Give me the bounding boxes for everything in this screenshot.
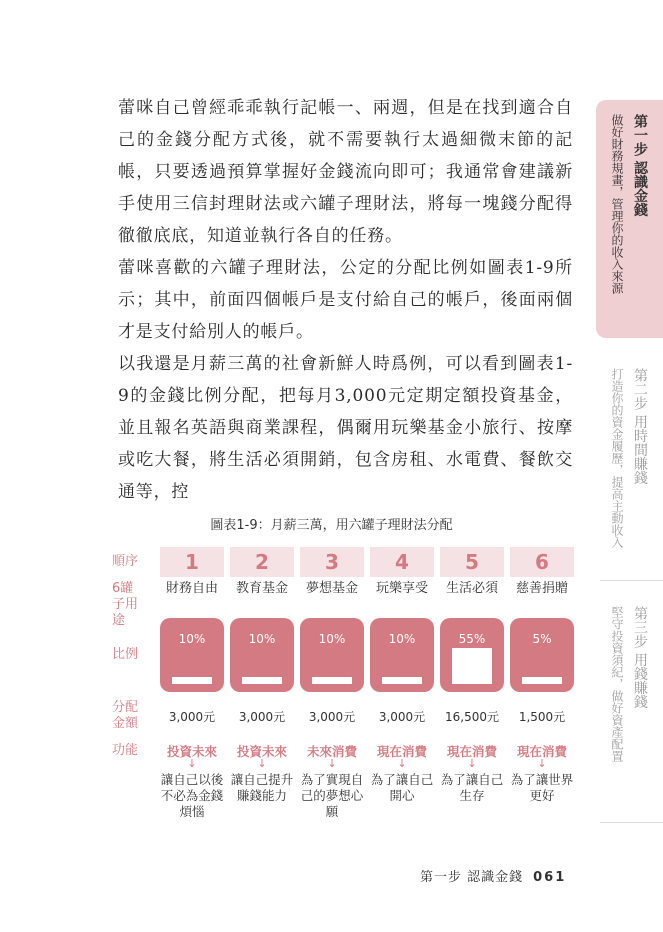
jar-percent: 5% [532, 632, 552, 646]
jar-usage: 財務自由 [165, 581, 218, 596]
body-paragraph-3: 以我還是月薪三萬的社會新鮮人時爲例，可以看到圖表1-9的金錢比例分配，把每月3,000元定期定額投資基金，並且報名英語與商業課程，偶爾用玩樂基金小旅行、按摩或吃大餐，將生活必須開銷，包含房租、水電費、餐飲交通等，控 [118, 354, 573, 502]
jar-percent: 55% [458, 632, 486, 646]
side-tab-step1-subtitle: 做好財務規畫，管理你的收入來源 [610, 114, 624, 294]
down-arrow-icon: ↓ [537, 757, 547, 770]
side-tab-step1-title: 第一步 認識金錢 [632, 114, 648, 217]
jar-usage: 教育基金 [235, 581, 288, 596]
jar-usage: 生活必須 [445, 581, 498, 596]
jar-number: 4 [370, 547, 434, 577]
jar-percent: 10% [248, 632, 276, 646]
down-arrow-icon: ↓ [187, 757, 197, 770]
row-label-order: 順序 [112, 554, 139, 569]
side-tab-step3-title: 第三步 用錢賺錢 [632, 606, 648, 709]
jar-icon [370, 618, 434, 692]
jar-function: 現在消費 [446, 744, 497, 759]
jar-icon [230, 618, 294, 692]
side-tab-step3-subtitle: 堅守投資須紀，做好資產配置 [610, 606, 624, 762]
figure-title: 圖表1-9：月薪三萬，用六罐子理財法分配 [210, 518, 453, 533]
jar-number: 1 [160, 547, 224, 577]
side-tab-step2-subtitle: 打造你的資金履歷，提高主動收入 [610, 368, 624, 548]
jar-fill-level [172, 677, 212, 684]
jar-amount: 1,500元 [518, 710, 566, 724]
jar-icon [510, 618, 574, 692]
side-tab-divider [600, 580, 663, 581]
side-tab-divider [600, 822, 663, 823]
row-label-function: 功能 [112, 743, 139, 758]
jar-function: 現在消費 [516, 744, 567, 759]
down-arrow-icon: ↓ [467, 757, 477, 770]
jar-percent: 10% [388, 632, 416, 646]
jar-function: 投資未來 [166, 744, 217, 759]
jar-fill-level [452, 648, 492, 684]
down-arrow-icon: ↓ [257, 757, 267, 770]
jar-usage: 夢想基金 [305, 581, 358, 596]
jar-percent: 10% [318, 632, 346, 646]
jar-number: 3 [300, 547, 364, 577]
jar-fill-level [242, 677, 282, 684]
row-label-ratio: 比例 [112, 647, 139, 662]
jar-description: 為了讓世界更好 [510, 772, 574, 803]
jar-usage: 玩樂享受 [375, 581, 428, 596]
row-label-usage: 6罐子用途 [112, 581, 139, 628]
jar-icon [300, 618, 364, 692]
body-paragraph-1: 蕾咪自己曾經乖乖執行記帳一、兩週，但是在找到適合自己的金錢分配方式後，就不需要執行太過細微末節的記帳，只要透過預算掌握好金錢流向即可；我通常會建議新手使用三信封理財法或六罐子理財法，將每一塊錢分配得徹徹底底，知道並執行各自的任務。 [118, 98, 573, 246]
page-footer [420, 866, 566, 885]
page-number: 061 [533, 870, 567, 885]
jar-usage: 慈善捐贈 [515, 581, 568, 596]
jar-function: 投資未來 [236, 744, 287, 759]
footer-chapter: 第一步 認識金錢 [420, 870, 524, 885]
jar-amount: 3,000元 [238, 710, 286, 724]
jar-number: 6 [510, 547, 574, 577]
side-tab-step1[interactable] [596, 100, 663, 338]
jar-icon [440, 618, 504, 692]
side-tab-step2-title: 第二步 用時間賺錢 [632, 368, 648, 485]
jar-description: 為了讓自己生存 [440, 772, 504, 803]
body-paragraph-2: 蕾咪喜歡的六罐子理財法，公定的分配比例如圖表1-9所示；其中，前面四個帳戶是支付給自己的帳戶，後面兩個才是支付給別人的帳戶。 [118, 258, 573, 342]
jar-icon [160, 618, 224, 692]
jar-description: 為了實現自己的夢想心願 [300, 772, 364, 819]
jar-amount: 16,500元 [445, 710, 499, 724]
jar-description: 讓自己提升賺錢能力 [230, 772, 294, 803]
row-label-amount: 分配金額 [112, 700, 139, 731]
jar-fill-level [382, 677, 422, 684]
jar-fill-level [312, 677, 352, 684]
down-arrow-icon: ↓ [397, 757, 407, 770]
jar-percent: 10% [178, 632, 206, 646]
down-arrow-icon: ↓ [327, 757, 337, 770]
jar-amount: 3,000元 [168, 710, 216, 724]
jar-function: 現在消費 [376, 744, 427, 759]
side-tab-step3[interactable] [596, 592, 663, 802]
jar-description: 讓自己以後不必為金錢煩惱 [160, 772, 224, 819]
jar-function: 未來消費 [306, 744, 357, 759]
jar-description: 為了讓自己開心 [370, 772, 434, 803]
jar-amount: 3,000元 [378, 710, 426, 724]
jar-number: 5 [440, 547, 504, 577]
jar-number: 2 [230, 547, 294, 577]
jar-amount: 3,000元 [308, 710, 356, 724]
jar-fill-level [522, 677, 562, 684]
